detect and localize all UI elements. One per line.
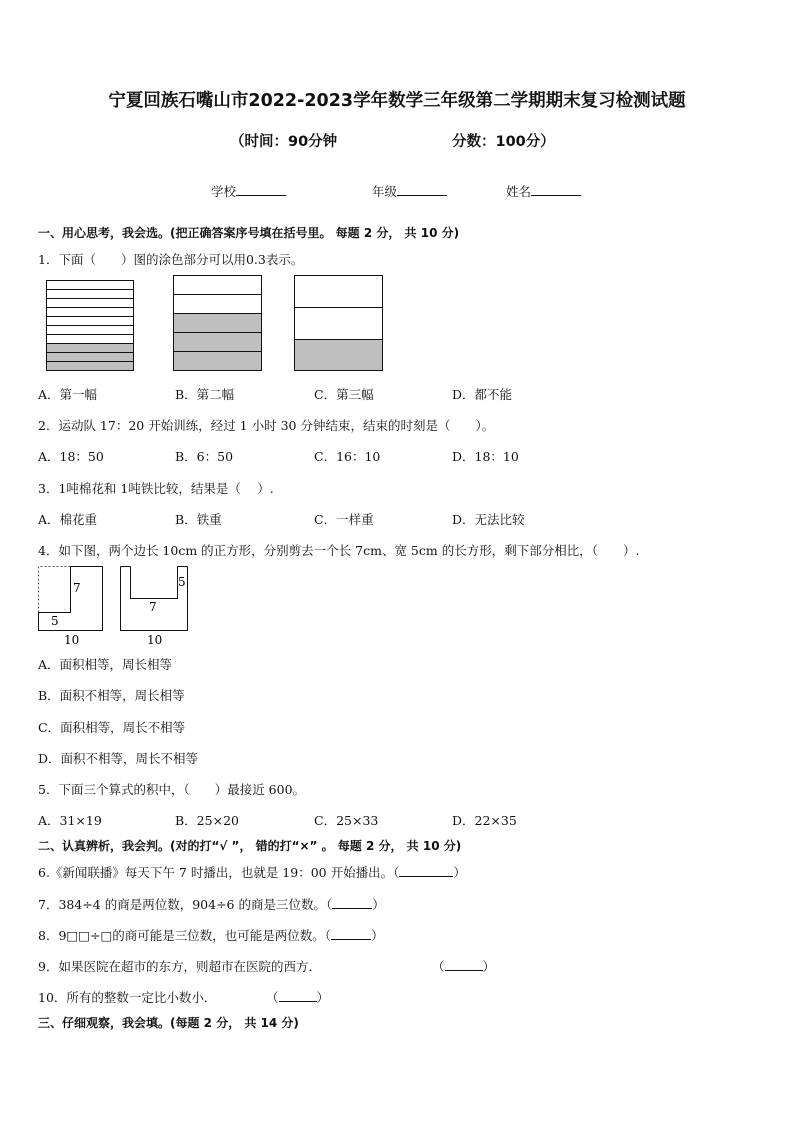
exam-time: （时间：90分钟 xyxy=(230,134,338,150)
q2-option-c[interactable]: C．16：10 xyxy=(314,449,381,464)
q9-answer-blank[interactable] xyxy=(445,958,483,971)
q2-option-b[interactable]: B．6：50 xyxy=(175,449,234,464)
q3-option-d[interactable]: D．无法比较 xyxy=(452,512,525,527)
school-label: 学校 xyxy=(211,184,237,199)
q1-stem: 1．下面（ ）图的涂色部分可以用0.3表示。 xyxy=(38,252,304,267)
q4-option-a[interactable]: A．面积相等，周长相等 xyxy=(38,657,173,672)
q7-answer-blank[interactable] xyxy=(332,896,372,909)
q1-option-a[interactable]: A．第一幅 xyxy=(38,387,98,402)
q8-close: ） xyxy=(371,928,384,943)
q4-figure-2 xyxy=(121,567,188,648)
q10 xyxy=(38,988,216,1006)
q5-stem: 5．下面三个算式的积中，（ ）最接近 600。 xyxy=(38,782,306,797)
q1-figure-3 xyxy=(295,276,383,371)
q4-option-d[interactable]: D．面积不相等，周长不相等 xyxy=(38,751,199,766)
q4-fig2-label-5: 5 xyxy=(178,575,186,589)
q4-figures xyxy=(36,564,196,648)
grade-blank[interactable] xyxy=(397,183,447,196)
exam-score: 分数：100分） xyxy=(452,134,555,150)
q4-stem: 4．如下图，两个边长 10cm 的正方形，分别剪去一个长 7cm、宽 5cm 的长方形，剩下部分相比，（ ）. xyxy=(38,543,640,558)
q9-answer xyxy=(432,957,495,975)
q5-option-a[interactable]: A．31×19 xyxy=(38,813,102,828)
q9 xyxy=(38,957,321,975)
q4-fig2-label-7: 7 xyxy=(149,600,157,614)
name-blank[interactable] xyxy=(531,183,581,196)
q1-option-d[interactable]: D．都不能 xyxy=(452,387,513,402)
q4-fig1-label-5: 5 xyxy=(51,614,59,628)
name-field xyxy=(506,182,581,200)
q9-open: （ xyxy=(432,959,445,974)
q3-option-c[interactable]: C．一样重 xyxy=(314,512,374,527)
q9-close: ） xyxy=(482,959,496,974)
q5-option-d[interactable]: D．22×35 xyxy=(452,813,517,828)
q1-option-b[interactable]: B．第二幅 xyxy=(175,387,235,402)
q6 xyxy=(38,863,466,881)
q4-figure-1 xyxy=(39,567,103,648)
grade-field xyxy=(372,182,447,200)
q4-fig1-label-10: 10 xyxy=(64,633,80,647)
q1-figure-1 xyxy=(47,281,134,371)
page-title: 宁夏回族石嘴山市2022-2023学年数学三年级第二学期期末复习检测试题 xyxy=(108,91,686,111)
q2-option-a[interactable]: A．18：50 xyxy=(38,449,104,464)
q5-option-c[interactable]: C．25×33 xyxy=(314,813,379,828)
q6-answer-blank[interactable] xyxy=(399,864,453,877)
q4-fig2-label-10: 10 xyxy=(147,633,163,647)
q10-answer-blank[interactable] xyxy=(279,989,317,1002)
q3-option-a[interactable]: A．棉花重 xyxy=(38,512,98,527)
q1-figure-2 xyxy=(174,276,262,371)
school-field xyxy=(211,182,286,200)
q6-close: ） xyxy=(453,865,466,880)
q1-figures xyxy=(44,274,389,374)
q10-answer xyxy=(266,988,329,1006)
q8-text: 8．9□□÷□的商可能是三位数，也可能是两位数。（ xyxy=(38,928,332,943)
q2-option-d[interactable]: D．18：10 xyxy=(452,449,519,464)
q7-close: ） xyxy=(372,897,385,912)
q4-fig1-label-7: 7 xyxy=(73,581,81,595)
q3-option-b[interactable]: B．铁重 xyxy=(175,512,222,527)
q10-open: （ xyxy=(266,990,279,1005)
q5-option-b[interactable]: B．25×20 xyxy=(175,813,239,828)
grade-label: 年级 xyxy=(372,184,398,199)
section1-heading: 一、用心思考，我会选。(把正确答案序号填在括号里。 每题 2 分， 共 10 分) xyxy=(38,226,460,240)
school-blank[interactable] xyxy=(236,183,286,196)
q6-text: 6.《新闻联播》每天下午 7 时播出，也就是 19：00 开始播出。（ xyxy=(38,865,400,880)
q10-text: 10．所有的整数一定比小数小． xyxy=(38,990,217,1005)
section3-heading: 三、仔细观察，我会填。(每题 2 分， 共 14 分) xyxy=(38,1016,299,1030)
q1-option-c[interactable]: C．第三幅 xyxy=(314,387,374,402)
q10-close: ） xyxy=(316,990,330,1005)
q8 xyxy=(38,926,384,944)
q2-stem: 2．运动队 17：20 开始训练，经过 1 小时 30 分钟结束，结束的时刻是（ ）。 xyxy=(38,418,495,433)
q9-text: 9．如果医院在超市的东方，则超市在医院的西方． xyxy=(38,959,321,974)
q7-text: 7．384÷4 的商是两位数，904÷6 的商是三位数。（ xyxy=(38,897,333,912)
q4-option-c[interactable]: C．面积相等，周长不相等 xyxy=(38,720,186,735)
q7 xyxy=(38,895,385,913)
name-label: 姓名 xyxy=(506,184,532,199)
q8-answer-blank[interactable] xyxy=(331,927,371,940)
section2-heading: 二、认真辨析，我会判。(对的打“√ ”， 错的打“×” 。 每题 2 分， 共 10 分) xyxy=(38,839,462,853)
q4-option-b[interactable]: B．面积不相等，周长相等 xyxy=(38,688,185,703)
q3-stem: 3．1吨棉花和 1吨铁比较，结果是（ ）. xyxy=(38,481,274,496)
